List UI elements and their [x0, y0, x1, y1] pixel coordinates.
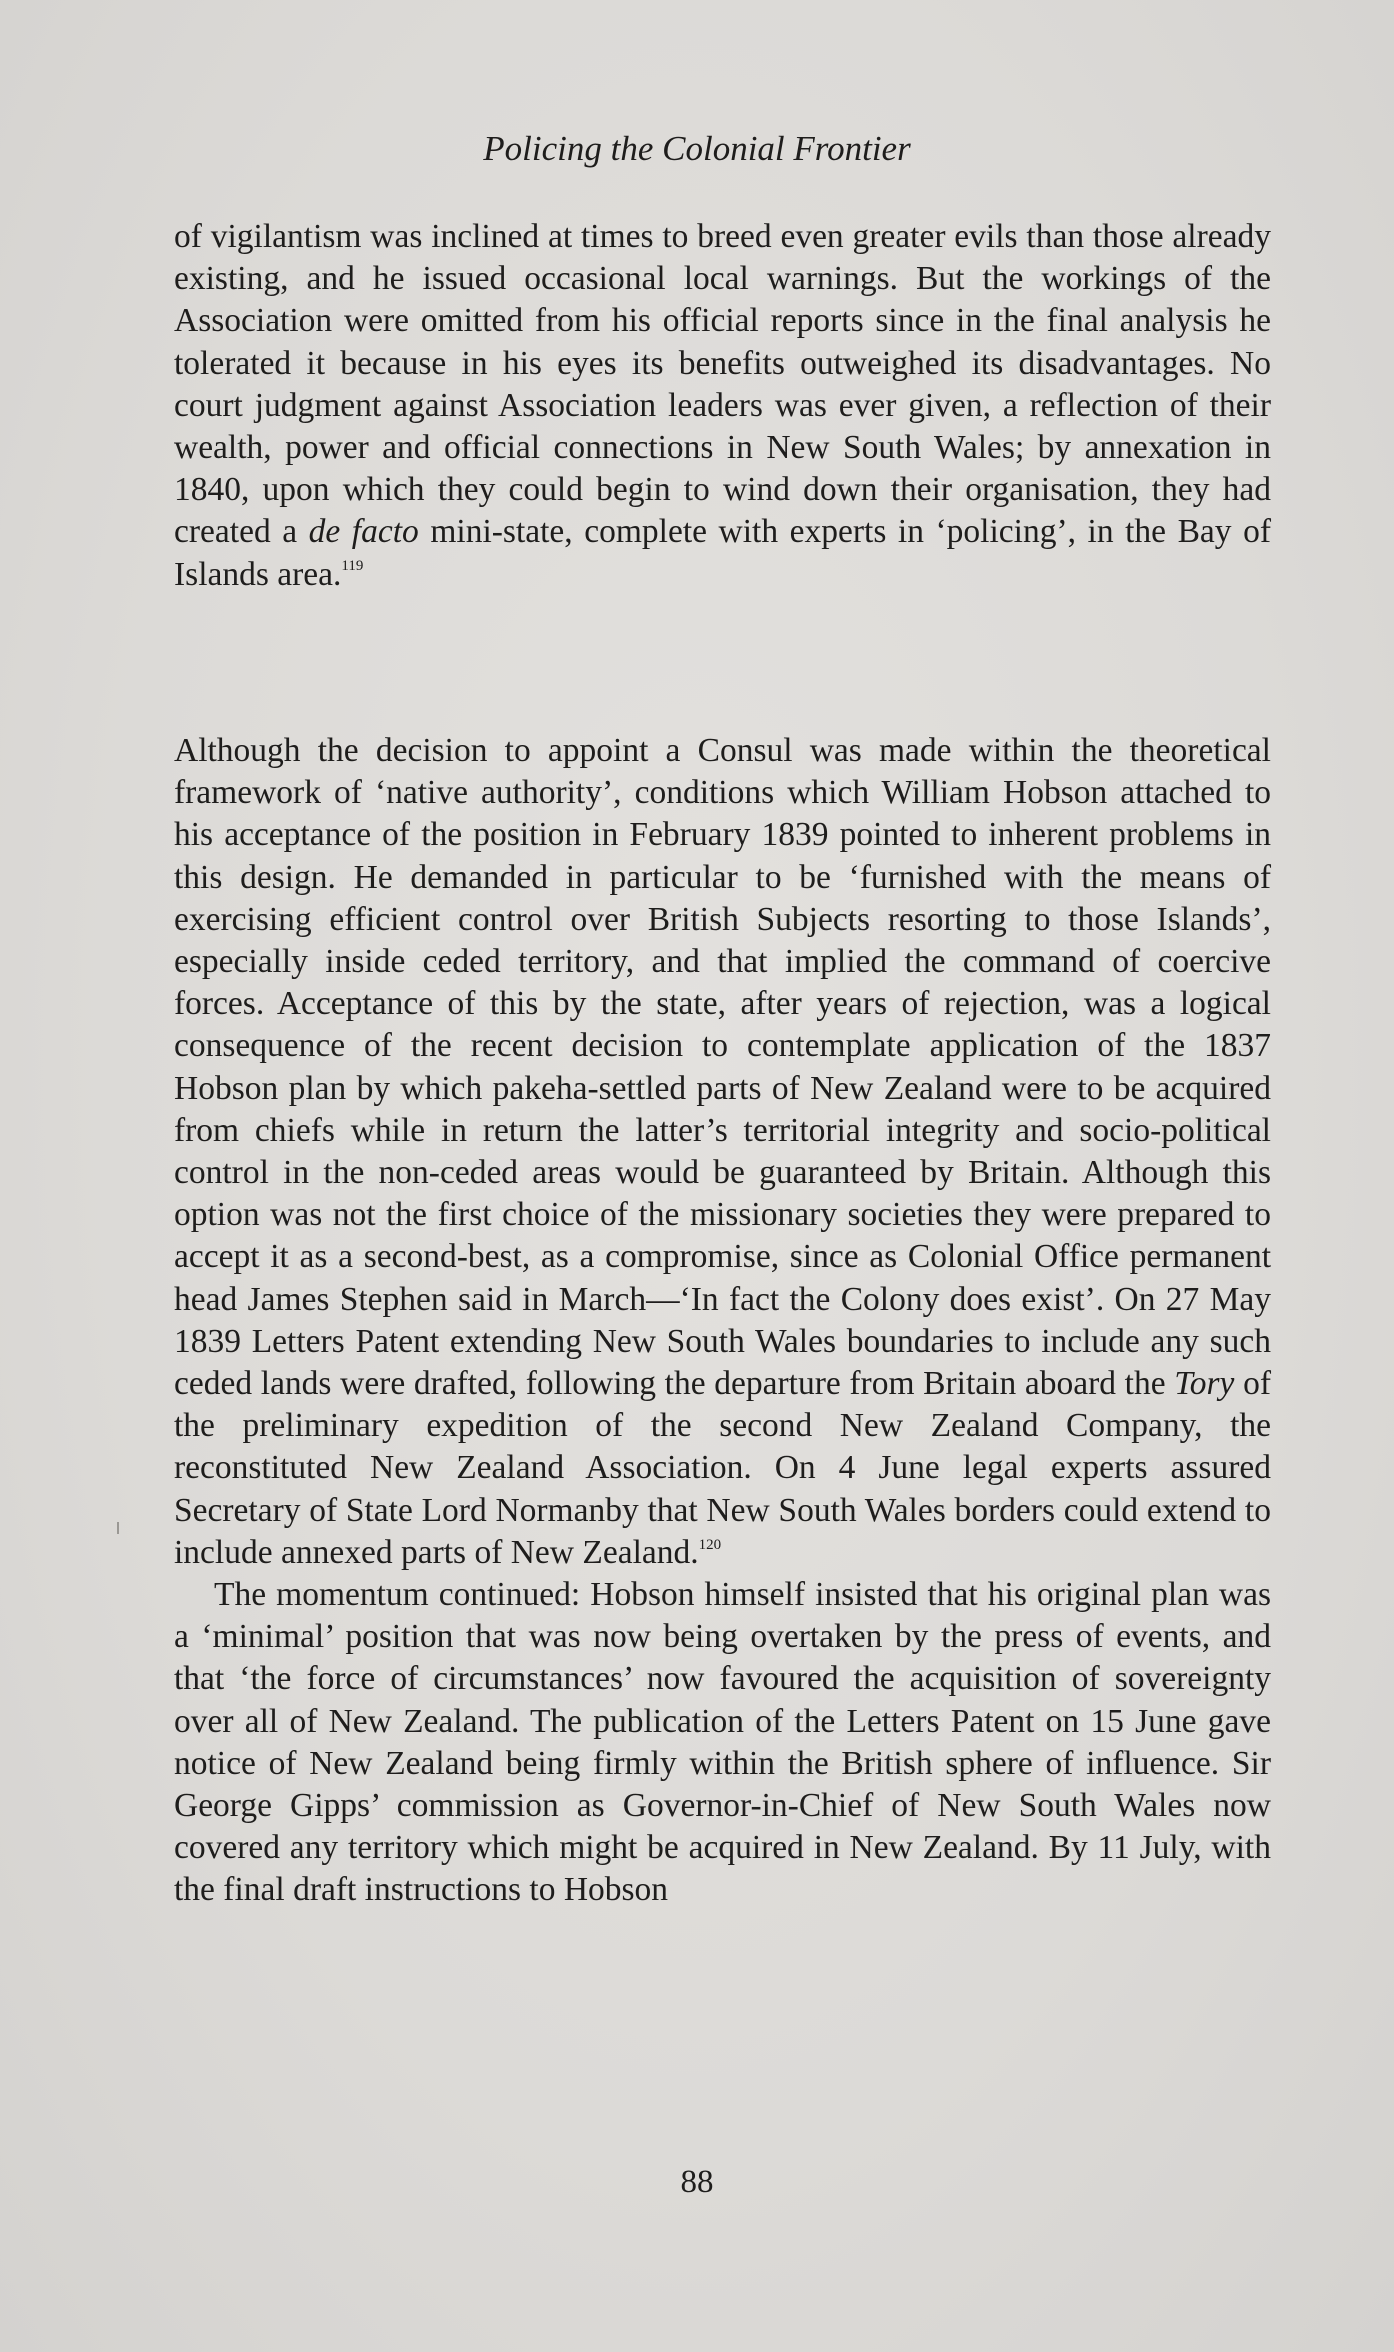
footnote-marker: 119 — [341, 558, 364, 575]
footnote-marker: 120 — [698, 1536, 722, 1553]
paragraph — [174, 216, 1271, 596]
paragraph-continuation — [174, 216, 1271, 596]
paragraph-text: Although the decision to appoint a Consul was made within the theoretical framework of ‘native authority’, conditions which William Hobson attached to his acceptance of the position in February 1839 pointed to inherent problems in this design. He demanded in particular to be ‘furnished with the means of exercising efficient control over British Subjects resorting to those Islands’, especially inside ceded territory, and that implied the command of coercive forces. Acceptance of this by the state, after years of rejection, was a logical consequence of the recent decision to contemplate application of the 1837 Hobson plan by which pakeha-settled parts of New Zealand were to be acquired from chiefs while in return the latter’s territorial integrity and socio-political control in the non-ceded areas would be guaranteed by Britain. Although this option was not the first choice of the missionary societies they were prepared to accept it as a second-best, as a compromise, since as Colonial Office permanent head James Stephen said in March—‘In fact the Colony does exist’. On 27 May 1839 Letters Patent extending New South Wales boundaries to include any such ceded lands were drafted, following the departure from Britain aboard the — [174, 732, 1271, 1403]
ship-name: Tory — [1174, 1365, 1235, 1403]
paragraph — [174, 730, 1271, 1574]
stray-mark — [117, 1522, 119, 1534]
section-body — [174, 730, 1271, 1912]
paragraph-text: of the preliminary expedition of the second New Zealand Company, the reconstituted New Zealand Association. On 4 June legal experts assured Secretary of State Lord Normanby that New South Wales borders could extend to include annexed parts of New Zealand. — [174, 1365, 1271, 1571]
page-number: 88 — [680, 2164, 714, 2200]
paragraph-text: of vigilantism was inclined at times to breed even greater evils than those already existing, and he issued occasional local warnings. But the workings of the Association were omitted from his official reports since in the final analysis he tolerated it because in his eyes its benefits outweighed its disadvantages. No court judgment against Association leaders was ever given, a reflection of their wealth, power and official connections in New South Wales; by annexation in 1840, upon which they could begin to wind down their organisation, they had created a — [174, 218, 1271, 551]
paragraph-text: mini-state, complete with experts in ‘policing’, in the Bay of Islands area. — [174, 513, 1271, 593]
running-header: Policing the Colonial Frontier — [483, 129, 911, 168]
italic-term: de facto — [308, 513, 419, 551]
paragraph: The momentum continued: Hobson himself insisted that his original plan was a ‘minimal’ position that was now being overtaken by the press of events, and that ‘the force of circumstances’ now favoured the acquisition of sovereignty over all of New Zealand. The publication of the Letters Patent on 15 June gave notice of New Zealand being firmly within the British sphere of influence. Sir George Gipps’ commission as Governor-in-Chief of New South Wales now covered any territory which might be acquired in New Zealand. By 11 July, with the final draft instructions to Hobson — [174, 1576, 1271, 1909]
